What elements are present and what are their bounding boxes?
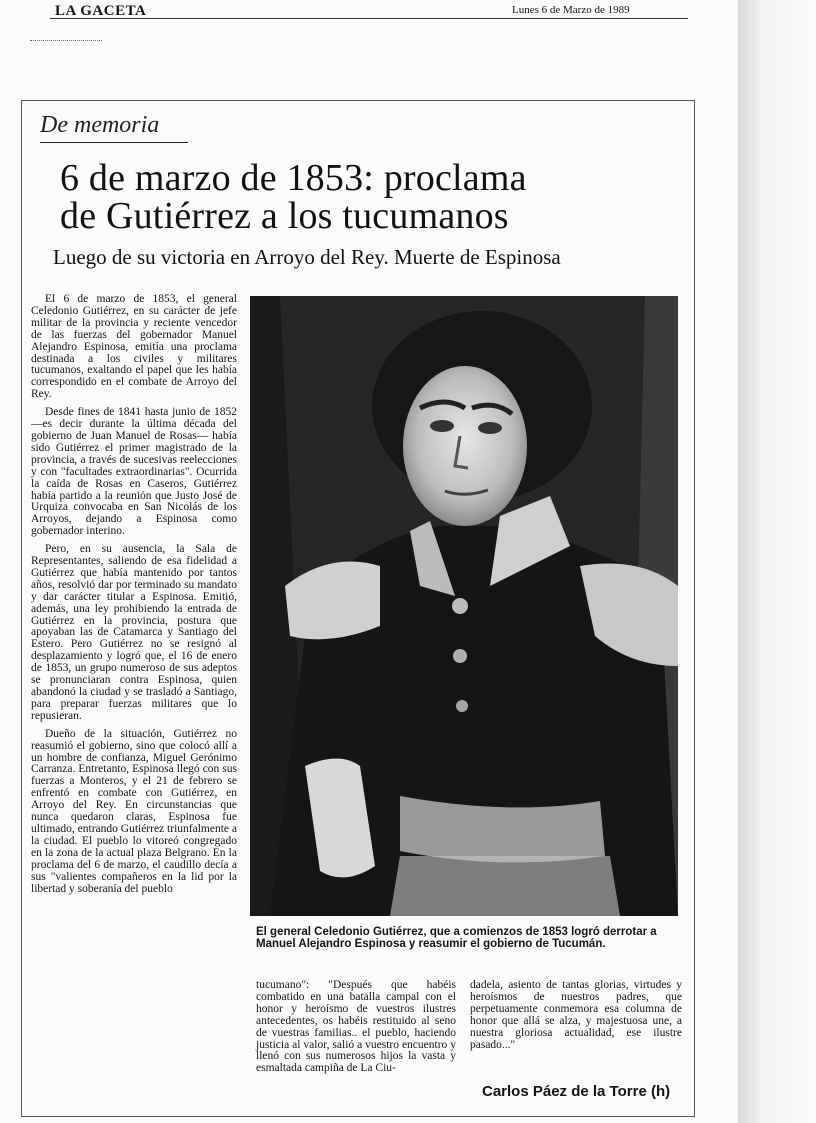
paragraph: El 6 de marzo de 1853, el general Celedonio Gutiérrez, en su carácter de jefe militar de la provincia y reciente vencedor de las fuerzas del gobernador Manuel Alejandro Espinosa, emitía una proclama destinada a los civiles y militares tucumanos, exaltando el papel que les había correspondido en el combate de Arroyo del Rey. [31,293,237,401]
headline-line-2: de Gutiérrez a los tucumanos [60,195,509,237]
photo-caption: El general Celedonio Gutiérrez, que a comienzos de 1853 logró derrotar a Manuel Alejandro Espinosa y reasumir el gobierno de Tucumán. [256,926,657,950]
section-underline [40,142,188,143]
article-column-2 [256,980,456,1081]
masthead-rule [50,18,688,19]
author-byline: Carlos Páez de la Torre (h) [482,1083,671,1100]
portrait-illustration [250,296,678,916]
paragraph: Dueño de la situación, Gutiérrez no reasumió el gobierno, sino que colocó allí a un hombre de confianza, Miguel Gerónimo Carranza. Entretanto, Espinosa llegó con sus fuerzas a Monteros, y el 21 de febrero se enfrentó en combate con Gutiérrez, en Arroyo del Rey. En circunstancias que nunca quedaron claras, Espinosa fue ultimado, entrando Gutiérrez triunfalmente a la ciudad. El pueblo lo vitoreó congregado en la zona de la actual plaza Belgrano. En la proclama del 6 de marzo, el caudillo decía a sus "valientes compañeros en la lid por la libertad y soberanía del pueblo [31,727,237,895]
subheadline: Luego de su victoria en Arroyo del Rey. Muerte de Espinosa [53,245,561,269]
issue-date: Lunes 6 de Marzo de 1989 [512,4,630,16]
newspaper-name: LA GACETA [55,3,147,19]
article-column-3 [470,980,682,1057]
article-column-1 [31,294,237,901]
paragraph: Desde fines de 1841 hasta junio de 1852 —es decir durante la última década del gobierno de Juan Manuel de Rosas— había sido Gutiérrez el primer magistrado de la provincia, a través de sucesivas reelecciones y con "facultades extraordinarias". Ocurrida la caída de Rosas en Caseros, Gutiérrez había partido a la reunión que Justo José de Urquiza convocaba en San Nicolás de los Arroyos, dejando a Espinosa como gobernador interino. [31,406,237,538]
section-label: De memoria [40,112,160,138]
paragraph: tucumano": "Después que habéis combatido en una batalla campal con el honor y heroísmo de vuestros ilustres antecedentes, os habéis restituido al seno de vuestras familias.. el pueblo, haciendo justicia al valor, salió a vuestro encuentro y llenó con sus numerosos hijos la vasta y esmaltada campiña de La Ciu- [256,979,456,1075]
scan-edge-shadow [738,0,816,1123]
portrait-photo [250,296,678,916]
headline-line-1: 6 de marzo de 1853: proclama [60,157,527,199]
dotted-mark [30,40,102,41]
paragraph: Pero, en su ausencia, la Sala de Representantes, saliendo de esa fidelidad a Gutiérrez que había mantenido por tantos años, resolvió dar por terminado su mandato y dar carácter titular a Espinosa. Emitió, además, una ley prohibiendo la entrada de Gutiérrez en la provincia, postura que apoyaban las de Catamarca y Santiago del Estero. Pero Gutiérrez no se resignó al desplazamiento y logró que, el 16 de enero de 1853, un grupo numeroso de sus adeptos se pronunciaran contra Espinosa, quien abandonó la ciudad y se trasladó a Santiago, para preparar fuerzas militares que lo repusieran. [31,543,237,722]
paragraph: dadela, asiento de tantas glorias, virtudes y heroísmos de nuestros padres, que perpetuamente conmemora esa columna de honor que allá se alza, y majestuosa une, a nuestra gloriosa actualidad, ese ilustre pasado..." [470,979,682,1051]
